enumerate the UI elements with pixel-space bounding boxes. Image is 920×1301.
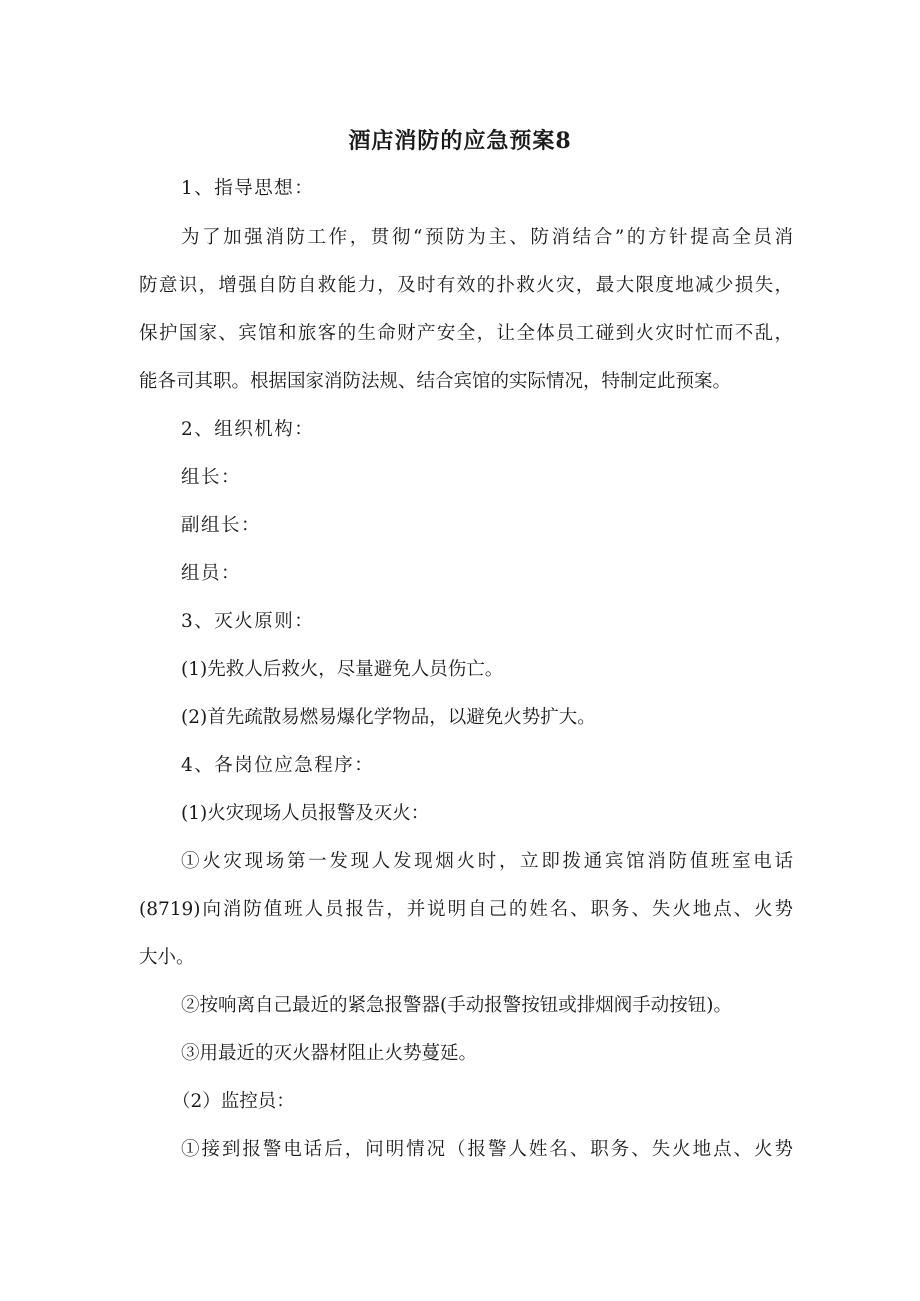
section-heading-3: 3、灭火原则： <box>181 611 315 632</box>
paragraph-line: ①接到报警电话后，问明情况（报警人姓名、职务、失火地点、火势 <box>181 1139 793 1160</box>
paragraph-line: 保护国家、宾馆和旅客的生命财产安全，让全体员工碰到火灾时忙而不乱， <box>139 323 793 344</box>
principle-item-1: (1)先救人后救火，尽量避免人员伤亡。 <box>181 659 504 680</box>
procedure-item: ②按响离自己最近的紧急报警器(手动报警按钮或排烟阀手动按钮)。 <box>181 995 732 1016</box>
paragraph-line: (8719)向消防值班人员报告，并说明自己的姓名、职务、失火地点、火势 <box>139 899 793 920</box>
principle-item-2: (2)首先疏散易燃易爆化学物品，以避免火势扩大。 <box>181 707 596 728</box>
deputy-leader-line: 副组长： <box>181 515 262 536</box>
paragraph-line: 能各司其职。根据国家消防法规、结合宾馆的实际情况，特制定此预案。 <box>139 371 732 392</box>
subsection-heading: (1)火灾现场人员报警及灭火： <box>181 803 430 824</box>
section-heading-1: 1、指导思想： <box>181 178 315 199</box>
paragraph-line: ①火灾现场第一发现人发现烟火时，立即拨通宾馆消防值班室电话 <box>181 851 793 872</box>
section-heading-4: 4、各岗位应急程序： <box>181 755 375 776</box>
paragraph-line: 为了加强消防工作，贯彻“预防为主、防消结合”的方针提高全员消 <box>181 227 793 248</box>
document-title: 酒店消防的应急预案8 <box>348 128 572 154</box>
paragraph-line: 防意识，增强自防自救能力，及时有效的扑救火灾，最大限度地减少损失， <box>139 275 793 296</box>
section-heading-2: 2、组织机构： <box>181 419 315 440</box>
procedure-item: ③用最近的灭火器材阻止火势蔓延。 <box>181 1043 478 1064</box>
subsection-heading: （2）监控员： <box>172 1091 295 1112</box>
group-leader-line: 组长： <box>181 467 242 488</box>
group-member-line: 组员： <box>181 563 242 584</box>
paragraph-line: 大小。 <box>139 947 195 968</box>
